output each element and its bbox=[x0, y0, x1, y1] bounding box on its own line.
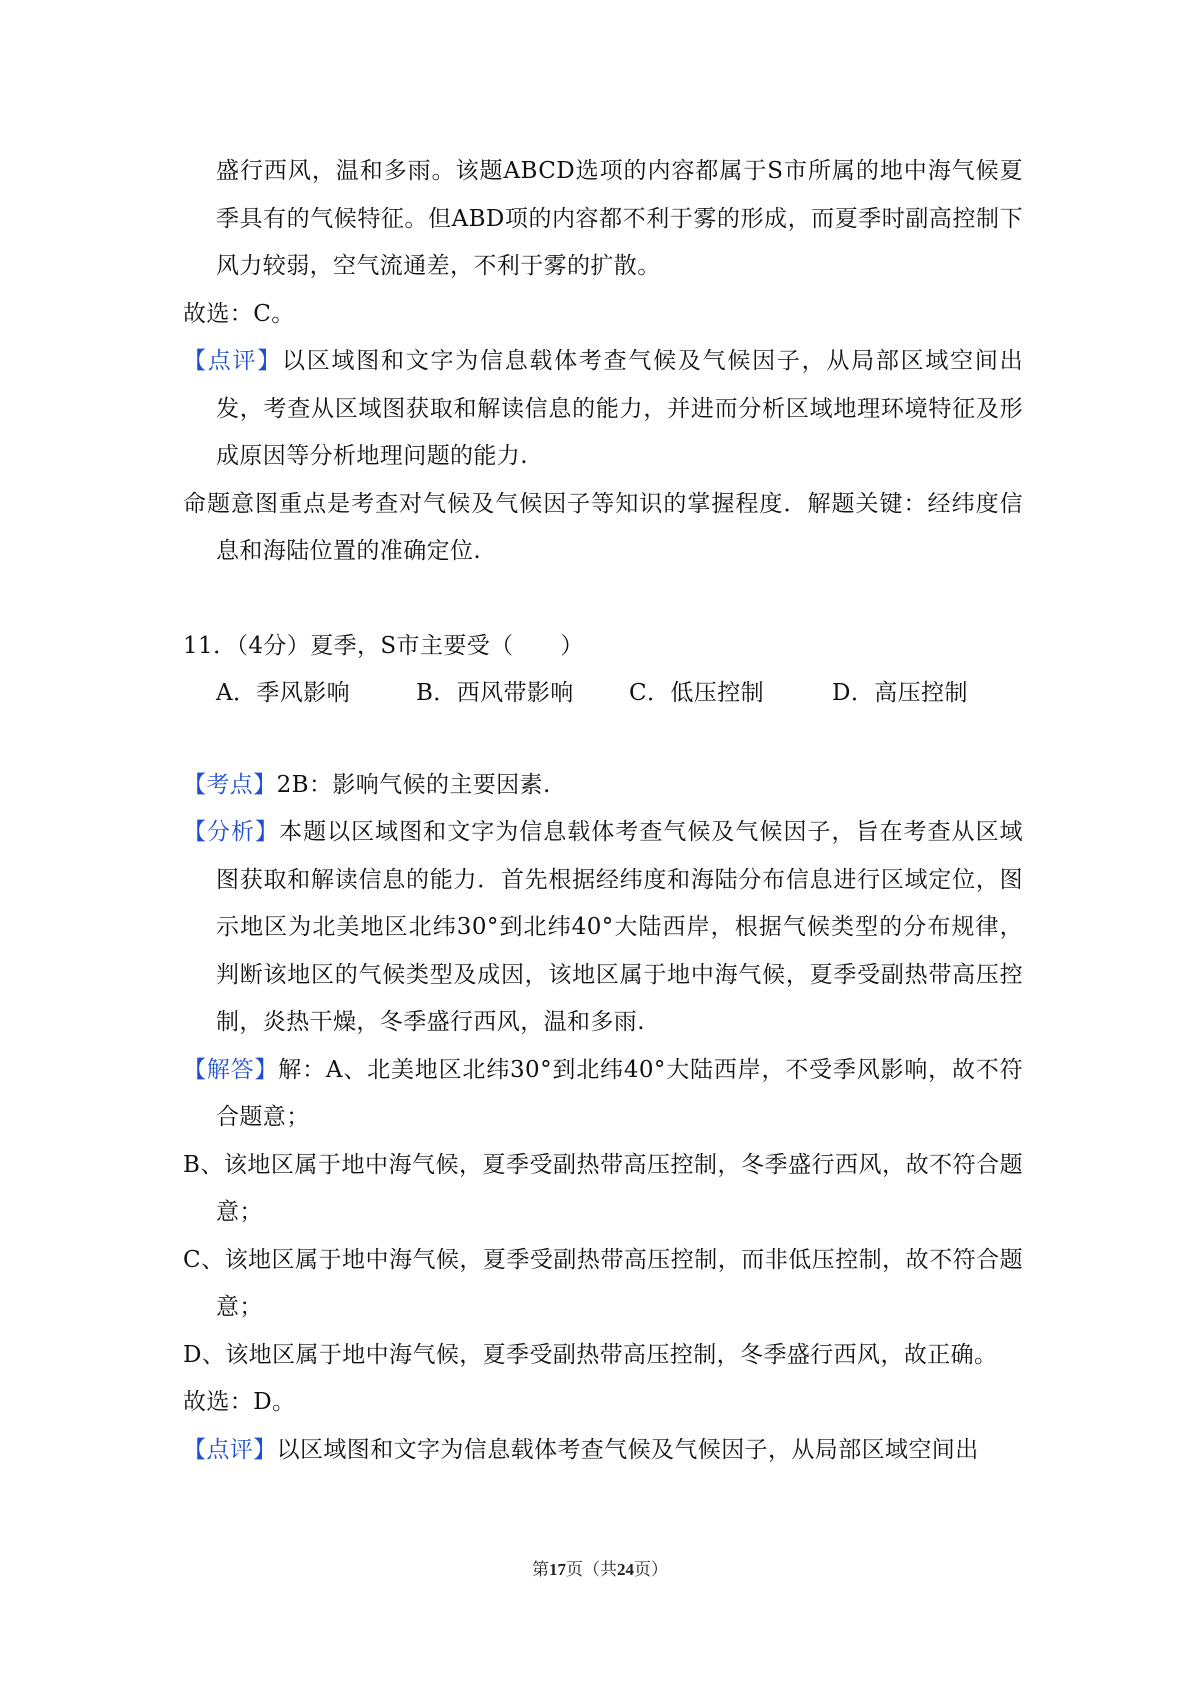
footer-middle: 页（共 bbox=[566, 1560, 617, 1580]
kaodian-section bbox=[183, 762, 1023, 810]
footer-total-pages: 24 bbox=[617, 1560, 634, 1579]
footer-page-number: 17 bbox=[549, 1560, 566, 1579]
option-d: D．高压控制 bbox=[832, 680, 968, 706]
question-11-review bbox=[183, 1427, 1023, 1475]
jieda-option-b: B、该地区属于地中海气候，夏季受副热带高压控制，冬季盛行西风，故不符合题意； bbox=[183, 1151, 1023, 1225]
previous-answer: 故选：C。 bbox=[183, 300, 295, 327]
jieda-option-c: C、该地区属于地中海气候，夏季受副热带高压控制，而非低压控制，故不符合题意； bbox=[183, 1246, 1023, 1320]
previous-explanation-continuation: 盛行西风，温和多雨。该题ABCD选项的内容都属于S市所属的地中海气候夏季具有的气候特征。但ABD项的内容都不利于雾的形成，而夏季时副高控制下风力较弱，空气流通差，不利于雾的扩散。 bbox=[216, 158, 1023, 279]
review-tag: 【点评】 bbox=[183, 348, 282, 374]
question-11-stem: 11．（4分）夏季，S市主要受（ ） bbox=[183, 632, 584, 659]
question-11-options bbox=[183, 670, 1023, 718]
review-text: 以区域图和文字为信息载体考查气候及气候因子，从局部区域空间出发，考查从区域图获取和解读信息的能力，并进而分析区域地理环境特征及形成原因等分析地理问题的能力. bbox=[216, 348, 1023, 469]
fenxi-text: 本题以区域图和文字为信息载体考查气候及气候因子，旨在考查从区域图获取和解读信息的能力．首先根据经纬度和海陆分布信息进行区域定位，图示地区为北美地区北纬30°到北纬40°大陆西岸，根据气候类型的分布规律，判断该地区的气候类型及成因，该地区属于地中海气候，夏季受副热带高压控制，炎热干燥，冬季盛行西风，温和多雨. bbox=[216, 819, 1023, 1035]
spacer bbox=[183, 718, 1023, 762]
review-tag: 【点评】 bbox=[183, 1436, 277, 1463]
option-b: B．西风带影响 bbox=[416, 680, 574, 706]
spacer bbox=[183, 576, 1023, 623]
jieda-text: 解：A、北美地区北纬30°到北纬40°大陆西岸，不受季风影响，故不符合题意； bbox=[216, 1056, 1023, 1130]
kaodian-tag: 【考点】 bbox=[183, 771, 277, 798]
footer-suffix: 页） bbox=[634, 1560, 668, 1580]
page-content bbox=[183, 148, 1023, 1474]
jieda-tag: 【解答】 bbox=[183, 1056, 279, 1083]
jieda-section bbox=[183, 1047, 1023, 1142]
jieda-option-d: D、该地区属于地中海气候，夏季受副热带高压控制，冬季盛行西风，故正确。 bbox=[183, 1341, 998, 1368]
question-11-answer: 故选：D。 bbox=[183, 1389, 296, 1415]
fenxi-tag: 【分析】 bbox=[183, 819, 280, 845]
previous-review bbox=[183, 338, 1023, 481]
review-text: 以区域图和文字为信息载体考查气候及气候因子，从局部区域空间出 bbox=[276, 1436, 979, 1463]
footer-prefix: 第 bbox=[532, 1560, 549, 1580]
question-intent: 命题意图重点是考查对气候及气候因子等知识的掌握程度．解题关键：经纬度信息和海陆位置的准确定位. bbox=[183, 490, 1023, 564]
option-a: A．季风影响 bbox=[216, 680, 351, 706]
option-c: C．低压控制 bbox=[629, 680, 764, 706]
fenxi-section bbox=[183, 809, 1023, 1047]
kaodian-text: 2B：影响气候的主要因素. bbox=[276, 771, 551, 798]
page-footer bbox=[0, 1555, 1200, 1580]
